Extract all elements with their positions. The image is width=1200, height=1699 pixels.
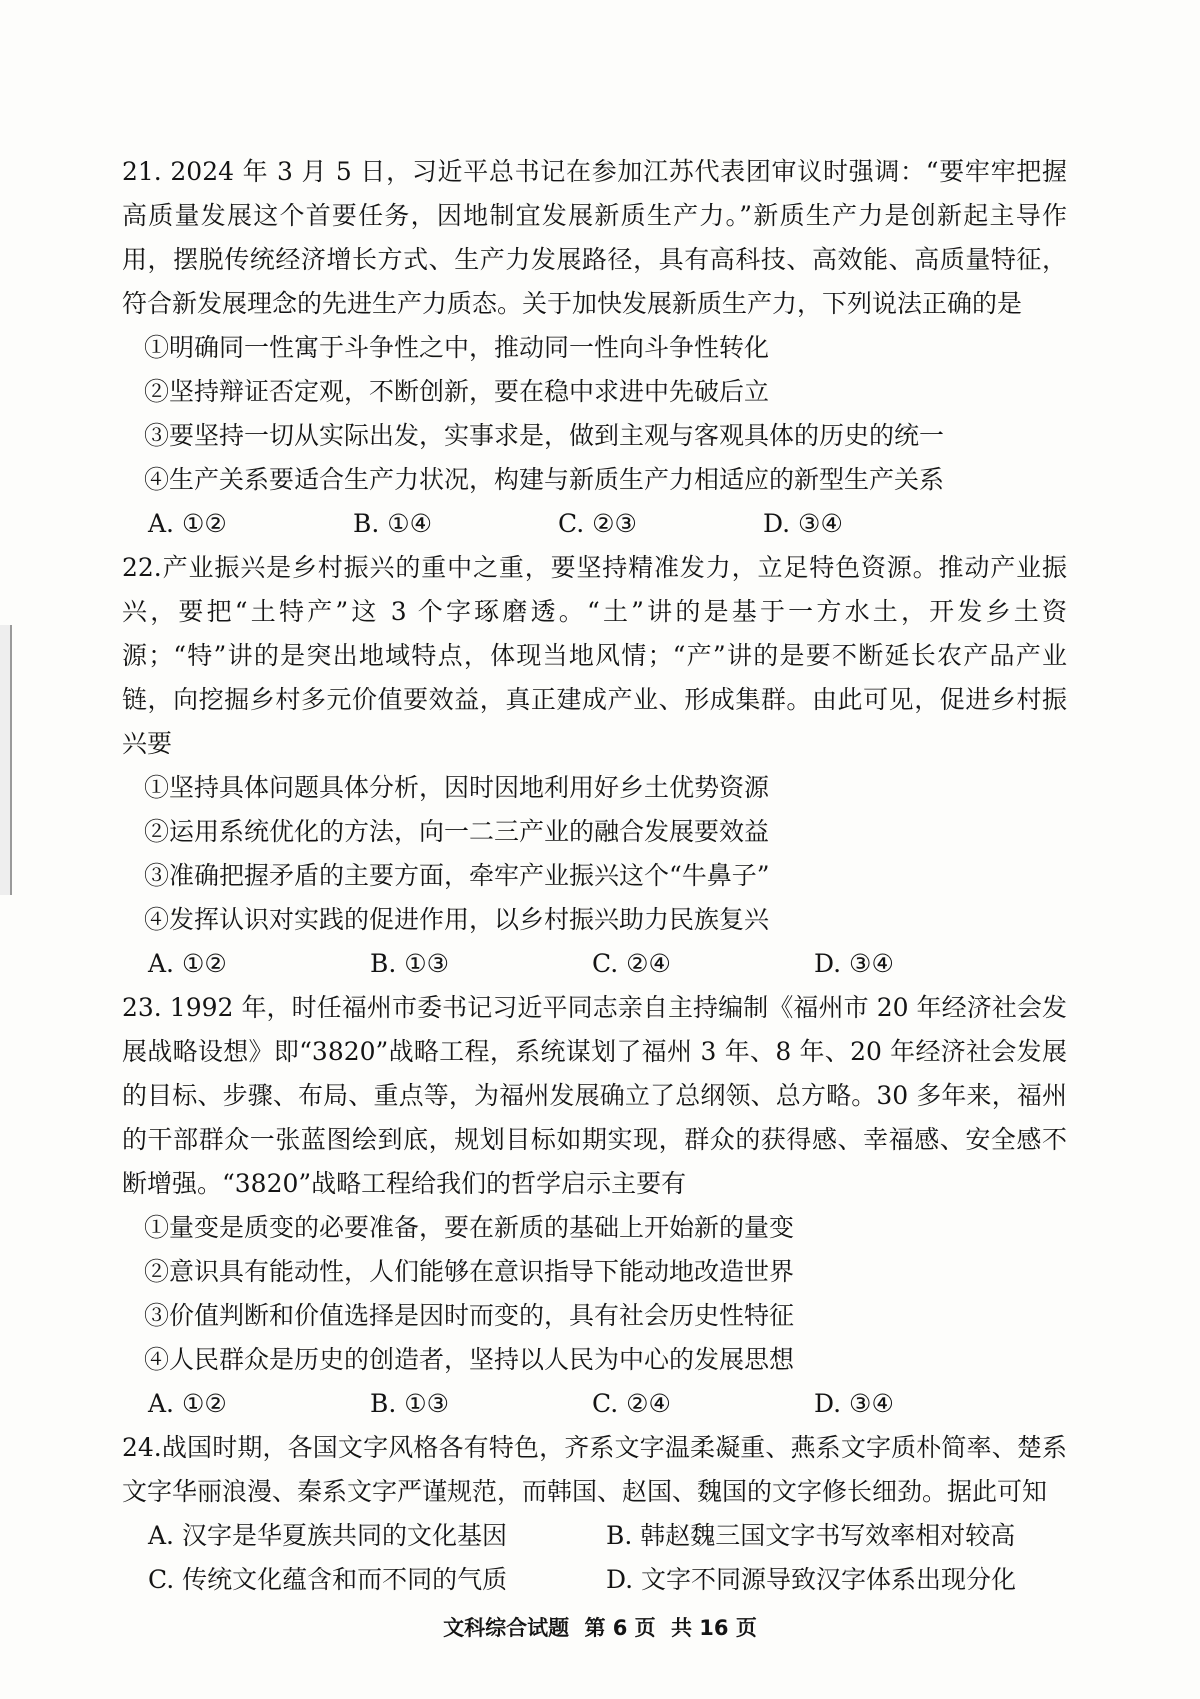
footer-page-number: 第 6 页 xyxy=(584,1616,656,1640)
answer-choices xyxy=(122,1382,1067,1426)
choice-c: C. 传统文化蕴含和而不同的气质 xyxy=(148,1565,508,1594)
statement-option: ②坚持辩证否定观，不断创新，要在稳中求进中先破后立 xyxy=(144,377,770,406)
choice-a: A. 汉字是华夏族共同的文化基因 xyxy=(148,1521,507,1550)
choice-c: C. ②④ xyxy=(592,1389,671,1418)
choice-b: B. ①③ xyxy=(370,1389,450,1418)
question-21 xyxy=(122,150,1067,546)
footer-total-pages: 共 16 页 xyxy=(671,1616,757,1640)
question-stem: 24.战国时期，各国文字风格各有特色，齐系文字温柔凝重、燕系文字质朴简率、楚系文字华丽浪漫、秦系文字严谨规范，而韩国、赵国、魏国的文字修长细劲。据此可知 xyxy=(122,1433,1067,1506)
page-footer xyxy=(0,1612,1200,1642)
choice-c: C. ②④ xyxy=(592,949,671,978)
question-24 xyxy=(122,1426,1067,1602)
statement-option: ①量变是质变的必要准备，要在新质的基础上开始新的量变 xyxy=(144,1213,795,1242)
question-stem: 23. 1992 年，时任福州市委书记习近平同志亲自主持编制《福州市 20 年经济社会发展战略设想》即“3820”战略工程，系统谋划了福州 3 年、8 年、20 年经济社会发展的目标、步骤、布局、重点等，为福州发展确立了总纲领、总方略。30 多年来，福州的干部群众一张蓝图绘到底，规划目标如期实现，群众的获得感、幸福感、安全感不断增强。“3820”战略工程给我们的哲学启示主要有 xyxy=(122,993,1067,1198)
choice-d: D. ③④ xyxy=(814,949,894,978)
choice-b: B. ①③ xyxy=(370,949,450,978)
choice-d: D. ③④ xyxy=(814,1389,894,1418)
question-list xyxy=(122,150,1067,1602)
question-23 xyxy=(122,986,1067,1426)
choice-d: D. 文字不同源导致汉字体系出现分化 xyxy=(606,1565,1017,1594)
choice-c: C. ②③ xyxy=(558,509,637,538)
question-stem: 22.产业振兴是乡村振兴的重中之重，要坚持精准发力，立足特色资源。推动产业振兴，要把“土特产”这 3 个字琢磨透。“土”讲的是基于一方水土，开发乡土资源；“特”讲的是突出地域特点，体现当地风情；“产”讲的是要不断延长农产品产业链，向挖掘乡村多元价值要效益，真正建成产业、形成集群。由此可见，促进乡村振兴要 xyxy=(122,553,1067,758)
choice-b: B. ①④ xyxy=(353,509,433,538)
statement-option: ③价值判断和价值选择是因时而变的，具有社会历史性特征 xyxy=(144,1301,795,1330)
choice-a: A. ①② xyxy=(148,949,227,978)
answer-choices xyxy=(122,942,1067,986)
statement-option: ④生产关系要适合生产力状况，构建与新质生产力相适应的新型生产关系 xyxy=(144,465,945,494)
scan-edge-mark xyxy=(0,625,12,895)
statement-option: ②运用系统优化的方法，向一二三产业的融合发展要效益 xyxy=(144,817,770,846)
statement-option: ③要坚持一切从实际出发，实事求是，做到主观与客观具体的历史的统一 xyxy=(144,421,945,450)
answer-choices xyxy=(122,1514,1067,1602)
choice-d: D. ③④ xyxy=(763,509,843,538)
question-22 xyxy=(122,546,1067,986)
statement-option: ②意识具有能动性，人们能够在意识指导下能动地改造世界 xyxy=(144,1257,795,1286)
statement-option: ①明确同一性寓于斗争性之中，推动同一性向斗争性转化 xyxy=(144,333,770,362)
answer-choices xyxy=(122,502,1067,546)
choice-a: A. ①② xyxy=(148,509,227,538)
statement-option: ④发挥认识对实践的促进作用，以乡村振兴助力民族复兴 xyxy=(144,905,770,934)
question-stem: 21. 2024 年 3 月 5 日，习近平总书记在参加江苏代表团审议时强调：“要牢牢把握高质量发展这个首要任务，因地制宜发展新质生产力。”新质生产力是创新起主导作用，摆脱传统经济增长方式、生产力发展路径，具有高科技、高效能、高质量特征，符合新发展理念的先进生产力质态。关于加快发展新质生产力，下列说法正确的是 xyxy=(122,157,1067,318)
statement-option: ③准确把握矛盾的主要方面，牵牢产业振兴这个“牛鼻子” xyxy=(144,861,770,890)
choice-a: A. ①② xyxy=(148,1389,227,1418)
statement-option: ①坚持具体问题具体分析，因时因地利用好乡土优势资源 xyxy=(144,773,770,802)
footer-subject: 文科综合试题 xyxy=(443,1616,570,1640)
choice-b: B. 韩赵魏三国文字书写效率相对较高 xyxy=(606,1521,1016,1550)
statement-option: ④人民群众是历史的创造者，坚持以人民为中心的发展思想 xyxy=(144,1345,795,1374)
